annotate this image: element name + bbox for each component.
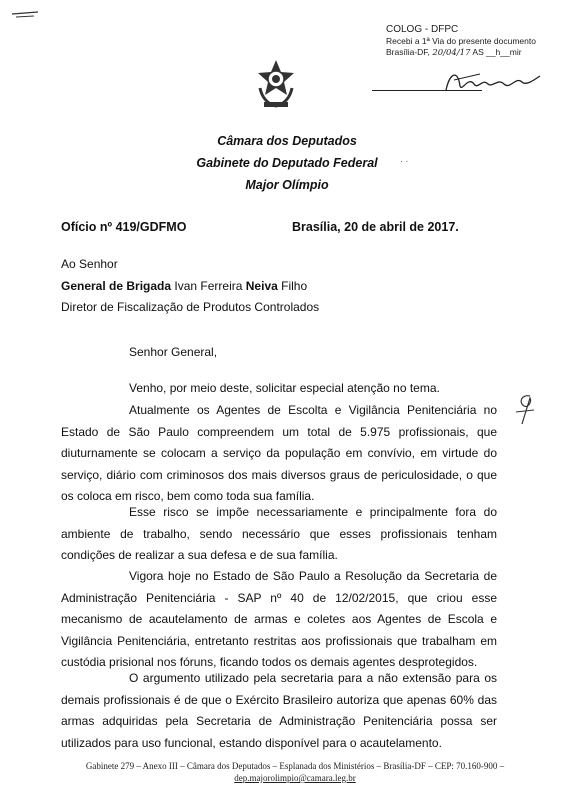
stamp-line-1: Recebi a 1ª Via do presente documento xyxy=(386,35,536,46)
stamp-line-2-prefix: Brasília-DF, xyxy=(386,47,430,57)
recipient-name-bold: Neiva xyxy=(245,279,278,293)
receipt-stamp xyxy=(386,24,556,60)
paragraph-3 xyxy=(61,502,497,567)
stamp-title: COLOG - DFPC xyxy=(386,24,459,35)
letter-reference: Ofício nº 419/GDFMO xyxy=(61,220,187,234)
paragraph-5 xyxy=(61,668,497,754)
header-office: Gabinete do Deputado Federal xyxy=(196,156,378,170)
stamp-underline xyxy=(372,90,482,91)
pen-mark-top xyxy=(8,6,48,20)
recipient-name-last: Filho xyxy=(281,279,308,293)
recipient-name-first: Ivan Ferreira xyxy=(174,279,243,293)
margin-pen-mark xyxy=(510,392,540,428)
stamp-line-2 xyxy=(386,47,556,60)
paragraph-3-text: Esse risco se impõe necessariamente e principalmente fora do ambiente de trabalho, sendo necessário que esses profissionais tenham condições de realizar a sua defesa e de sua família. xyxy=(61,505,497,562)
footer-email-line xyxy=(60,772,530,784)
recipient-name-line xyxy=(61,276,307,298)
recipient-salutation: Ao Senhor xyxy=(61,257,118,271)
paragraph-2-text: Atualmente os Agentes de Escolta e Vigilância Penitenciária no Estado de São Paulo compreendem um total de 5.975 profissionais, que diuturnamente se colocam a serviço da população em convívio, em virtude do serviço, diário com criminosos dos mais diversos graus de periculosidade, o que os coloca em risco, bem como toda sua família. xyxy=(61,403,497,503)
paragraph-2 xyxy=(61,400,497,508)
footer-email[interactable]: dep.majorolimpio@camara.leg.br xyxy=(234,773,356,783)
paragraph-5-text: O argumento utilizado pela secretaria para a não extensão para os demais profissionais é de que o Exército Brasileiro autoriza que apenas 60% das armas adquiridas pela Secretaria de Administração Penitenciária possa ser utilizados para uso funcional, estando disponível para o acautelamento. xyxy=(61,671,497,750)
recipient-role: Diretor de Fiscalização de Produtos Controlados xyxy=(61,300,320,314)
paragraph-1-text: Venho, por meio deste, solicitar especial atenção no tema. xyxy=(129,381,440,395)
stamp-handwritten-date: 20/04/17 xyxy=(432,48,471,58)
recipient-rank: General de Brigada xyxy=(61,279,172,293)
paragraph-4-text: Vigora hoje no Estado de São Paulo a Resolução da Secretaria de Administração Penitenciária - SAP nº 40 de 12/02/2015, que criou esse mecanismo de acautelamento de armas e coletes aos Agentes de Escola e Vigilância Penitenciária, entretanto restritas aos profissionais que trabalham em custódia prisional nos fóruns, ficando todos os demais agentes desprotegidos. xyxy=(61,569,497,669)
paragraph-4 xyxy=(61,566,497,674)
greeting: Senhor General, xyxy=(129,345,218,359)
footer-address: Gabinete 279 – Anexo III – Câmara dos Deputados – Esplanada dos Ministérios – Brasília-DF – CEP: 70.160-900 – xyxy=(85,761,505,771)
paragraph-1 xyxy=(61,378,497,400)
header-deputy: Major Olímpio xyxy=(245,178,329,192)
letter-date: Brasília, 20 de abril de 2017. xyxy=(292,220,459,234)
stray-dots: · · xyxy=(400,156,409,166)
header-chamber: Câmara dos Deputados xyxy=(217,134,357,148)
handwritten-signature xyxy=(440,66,550,96)
brazil-coat-of-arms-emblem xyxy=(254,58,298,110)
stamp-line-2-suffix: AS __h__mir xyxy=(472,47,522,57)
